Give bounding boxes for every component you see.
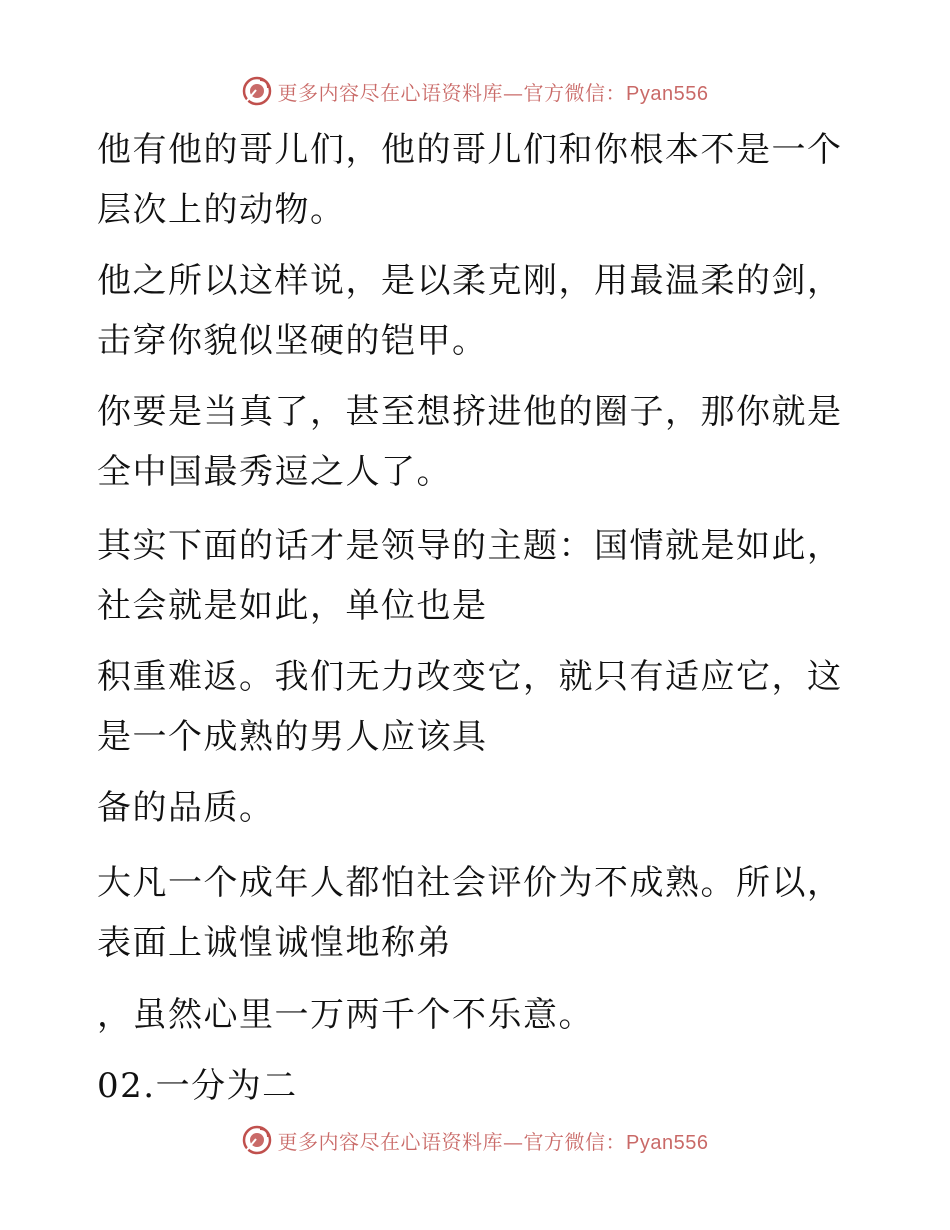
watermark-id: Pyan556 <box>626 1131 709 1154</box>
text-line: 备的品质。 <box>97 788 275 828</box>
text-line: 你要是当真了，甚至想挤进他的圈子，那你就是 <box>97 392 843 432</box>
paragraph <box>97 516 843 636</box>
text-line: 击穿你貌似坚硬的铠甲。 <box>97 321 488 361</box>
footer-watermark <box>0 1120 950 1160</box>
quill-seal-logo-icon <box>242 1125 272 1155</box>
text-line: 他之所以这样说，是以柔克刚，用最温柔的剑， <box>97 261 843 301</box>
paragraph <box>97 853 843 973</box>
paragraph <box>97 647 843 767</box>
text-line: 社会就是如此，单位也是 <box>97 586 488 626</box>
paragraph <box>97 382 843 502</box>
text-line: 是一个成熟的男人应该具 <box>97 717 488 757</box>
text-line: 大凡一个成年人都怕社会评价为不成熟。所以， <box>97 863 843 903</box>
section-heading <box>97 1056 837 1116</box>
paragraph <box>97 251 843 371</box>
quill-seal-logo-icon <box>242 76 272 106</box>
paragraph <box>97 120 843 240</box>
header-watermark <box>0 71 950 111</box>
text-line: 表面上诚惶诚惶地称弟 <box>97 923 452 963</box>
watermark-text: 更多内容尽在心语资料库—官方微信：Pyan556 <box>277 1129 709 1154</box>
paragraph <box>97 985 837 1045</box>
text-line: 02.一分为二 <box>97 1066 298 1106</box>
text-line: ，虽然心里一万两千个不乐意。 <box>97 995 594 1035</box>
watermark-id: Pyan556 <box>626 82 709 105</box>
text-line: 层次上的动物。 <box>97 190 346 230</box>
watermark-text: 更多内容尽在心语资料库—官方微信：Pyan556 <box>277 80 709 105</box>
text-line: 全中国最秀逗之人了。 <box>97 452 452 492</box>
text-line: 积重难返。我们无力改变它，就只有适应它，这 <box>97 657 843 697</box>
text-line: 他有他的哥儿们，他的哥儿们和你根本不是一个 <box>97 130 843 170</box>
paragraph <box>97 778 837 838</box>
text-line: 其实下面的话才是领导的主题：国情就是如此， <box>97 526 843 566</box>
